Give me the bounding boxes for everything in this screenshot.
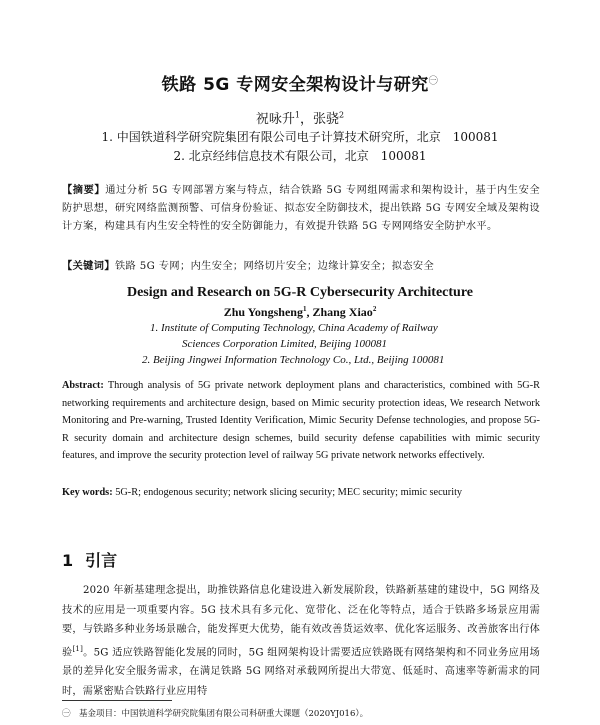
section-heading xyxy=(62,548,117,571)
english-affiliation-1-line-1: 1. Institute of Computing Technology, China Academy of Railway xyxy=(150,322,438,334)
author-2-sup: 2 xyxy=(339,110,345,120)
english-affiliation-1-line-2: Sciences Corporation Limited, Beijing 100081 xyxy=(182,338,388,350)
chinese-authors xyxy=(0,108,600,127)
author-2-name: 张骁 xyxy=(313,112,340,127)
citation-ref: [1] xyxy=(72,644,84,653)
english-author-1-sup: 1 xyxy=(302,305,307,313)
english-author-separator: , xyxy=(306,305,313,319)
english-author-1: Zhu Yongsheng xyxy=(223,305,303,319)
chinese-title xyxy=(0,70,600,95)
author-1-sup: 1 xyxy=(294,110,300,120)
funding-footnote: ㊀ 基金项目：中国铁道科学研究院集团有限公司科研重大课题（2020YJ016）。 xyxy=(62,709,369,719)
english-affiliation-2: 2. Beijing Jingwei Information Technology Co., Ltd., Beijing 100081 xyxy=(142,354,445,366)
english-abstract-text: Through analysis of 5G private network deployment plans and characteristics, combined with 5G-R networking requirements and architecture design, based on Mimic security protection ideas, We research Network Monitoring and Pre-warning, Trusted Identity Verification, Mimic Security Defense technologies, and propose 5G-R security domain and architecture design schemes, build security defense capabilities with mimic security features, and improve the security protection level of railway 5G private network networks effectively. xyxy=(62,380,540,461)
section-title: 引言 xyxy=(85,551,118,570)
english-author-2-sup: 2 xyxy=(372,305,377,313)
section-number: 1 xyxy=(62,551,74,570)
body-text-part-2: 。5G 适应铁路智能化发展的同时，5G 组网架构设计需要适应铁路既有网络架构和不同业务应用场景的差异化安全服务需求，在满足铁路 5G 网络对承载网所提出大带宽、低延时、高速率等新需求的同时，需紧密贴合铁路行业应用特 xyxy=(62,646,540,697)
english-keywords xyxy=(62,484,540,502)
english-authors xyxy=(0,305,600,320)
english-author-2: Zhang Xiao xyxy=(312,305,373,319)
english-abstract xyxy=(62,377,540,465)
english-abstract-label: Abstract: xyxy=(62,380,104,391)
chinese-abstract-text: 通过分析 5G 专网部署方案与特点，结合铁路 5G 专网组网需求和架构设计，基于内生安全防护思想，研究网络监测预警、可信身份验证、拟态安全防御技术，提出铁路 5G 专网安全域及架构设计方案，构建具有内生安全特性的安全防御能力，有效提升铁路 5G 专网网络安全防护水平。 xyxy=(62,185,540,232)
chinese-keywords-label: 【关键词】 xyxy=(62,261,115,272)
chinese-affiliation-1: 1. 中国铁道科学研究院集团有限公司电子计算技术研究所，北京 100081 xyxy=(101,130,499,144)
english-keywords-label: Key words: xyxy=(62,487,113,498)
chinese-affiliation-2: 2. 北京经纬信息技术有限公司，北京 100081 xyxy=(173,149,427,163)
section-body xyxy=(62,581,540,701)
chinese-abstract xyxy=(62,182,540,236)
footnote-rule xyxy=(62,700,172,701)
author-separator: ， xyxy=(299,112,313,127)
body-text-part-1: 2020 年新基建理念提出，助推铁路信息化建设进入新发展阶段，铁路新基建的建设中，5G 网络及技术的应用是一项重要内容。5G 技术具有多元化、宽带化、泛在化等特点，适合于铁路多场景应用需要，与铁路多种业务场景融合，能发挥更大优势，能有效改善货运效率、优化客运服务、改善旅客出行体验 xyxy=(62,585,540,658)
chinese-abstract-label: 【摘要】 xyxy=(62,185,106,196)
chinese-keywords-text: 铁路 5G 专网；内生安全；网络切片安全；边缘计算安全；拟态安全 xyxy=(114,261,435,272)
author-1-name: 祝咏升 xyxy=(255,112,295,127)
english-title: Design and Research on 5G-R Cybersecurity Architecture xyxy=(126,285,474,300)
chinese-keywords xyxy=(62,258,540,276)
english-keywords-text: 5G-R; endogenous security; network slicing security; MEC security; mimic security xyxy=(115,487,463,498)
chinese-title-text: 铁路 5G 专网安全架构设计与研究 xyxy=(161,75,429,95)
funding-note-mark: ㊀ xyxy=(428,76,439,87)
